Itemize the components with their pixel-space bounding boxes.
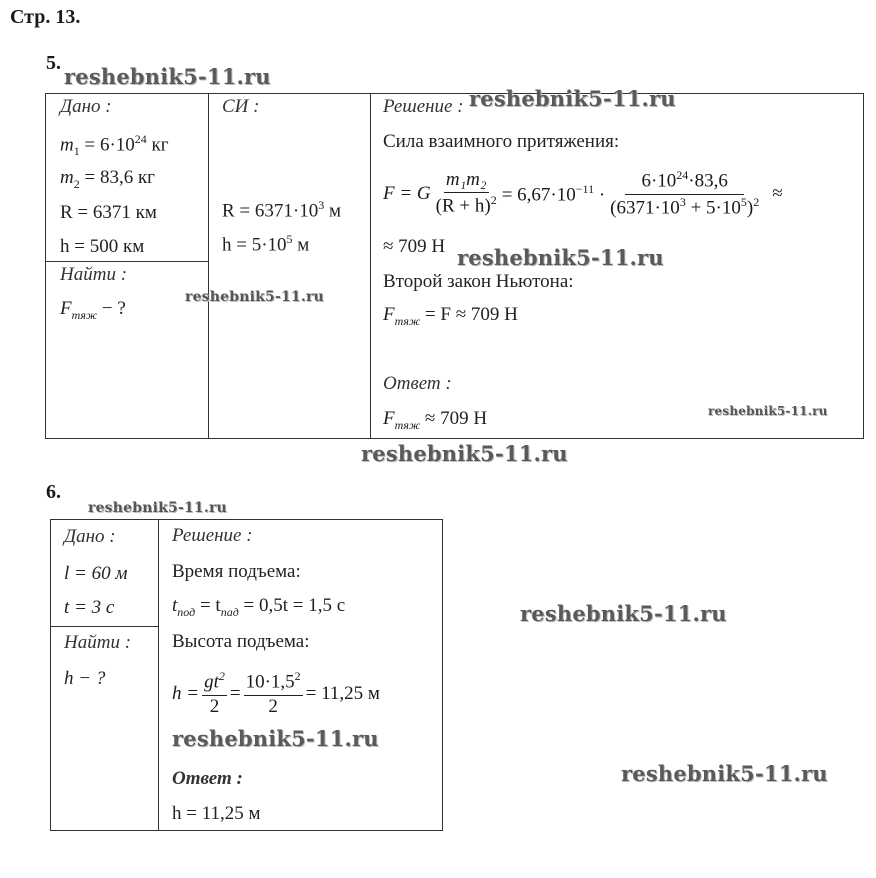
p5-line2: Второй закон Ньютона: [383,271,574,292]
p5-frac-1: $\frac{\text{m₁m₂}}{(R + h)^2}$ [435,169,497,217]
p6-find-label: Найти : [64,632,132,653]
p5-line1: Сила взаимного притяжения: [383,131,620,152]
problem-5-number: 5. [46,52,61,74]
watermark: reshebnik5-11.ru [708,404,828,418]
p5-given-label: Дано : [60,96,112,117]
p5-answer: $F_{тяж} \approx 709$ Н [383,408,488,432]
p5-answer-label: Ответ : [383,373,452,394]
p5-frac-2: $\frac{6\cdot 10^{24}\cdot 83,6}{(6371\cdot 10^3 + 5\cdot 10^5)^2}$ [610,168,760,218]
p6-line2: $t_{под} = t_{пад} = 0,5t = 1,5$ с [172,595,346,619]
p6-divider-given-solution [158,519,159,831]
p6-line3: Высота подъема: [172,631,310,652]
watermark: reshebnik5-11.ru [361,441,568,466]
watermark: reshebnik5-11.ru [172,726,379,751]
watermark: reshebnik5-11.ru [185,289,324,305]
p6-frac-2: $\frac{10\cdot 1,5^2}{2}$ [245,669,301,717]
watermark: reshebnik5-11.ru [469,86,676,111]
watermark: reshebnik5-11.ru [621,761,828,786]
p5-divider-given-si [208,93,209,439]
p5-divider-si-solution [370,93,371,439]
p5-solution-label: Решение : [383,96,464,117]
p5-si-label: СИ : [222,96,260,117]
p5-line3: $F_{тяж} = F \approx 709$ Н [383,304,518,328]
p6-given-t: t = 3 с [64,597,115,618]
p5-formula: F = G $\frac{\text{m₁m₂}}{(R + h)^2}$ = $6,67\cdot 10^{-11}$ · $\frac{6\cdot 10^{24}\cdot 83,6}{(6371\cdot 10^3 + 5\cdot 10^5)^2}$ ≈ [383,168,783,218]
p6-given-l: l = 60 м [64,563,128,584]
p5-find-value: $F_{тяж}$ − ? [60,298,126,322]
p5-given-h: h = 500 км [60,236,145,257]
watermark: reshebnik5-11.ru [520,601,727,626]
p5-divider-given-find [45,261,209,262]
p5-given-m2: $m_2 = 83,6$ кг [60,167,155,191]
watermark: reshebnik5-11.ru [88,500,227,516]
p6-divider-given-find [50,626,159,627]
p6-answer-label: Ответ : [172,768,243,789]
page-header: Стр. 13. [10,6,81,28]
p5-si-h: $h = 5\cdot 10^5$ м [222,232,310,256]
p6-find-value: h − ? [64,668,106,689]
p5-result: ≈ 709 Н [383,236,446,257]
p5-find-label: Найти : [60,264,128,285]
p6-solution-label: Решение : [172,525,253,546]
p6-frac-1: $\frac{gt^2}{2}$ [204,669,225,717]
p6-answer: h = 11,25 м [172,803,261,824]
p5-si-r: $R = 6371\cdot 10^3$ м [222,198,341,222]
problem-6-number: 6. [46,481,61,503]
p6-formula: h = $\frac{gt^2}{2}$ = $\frac{10\cdot 1,5^2}{2}$ = 11,25 м [172,669,380,717]
p6-line1: Время подъема: [172,561,301,582]
watermark: reshebnik5-11.ru [457,245,664,270]
p6-given-label: Дано : [64,526,116,547]
p5-given-m1: $m_1 = 6\cdot 10^{24}$ кг [60,132,169,159]
p5-given-r: R = 6371 км [60,202,157,223]
watermark: reshebnik5-11.ru [64,64,271,89]
